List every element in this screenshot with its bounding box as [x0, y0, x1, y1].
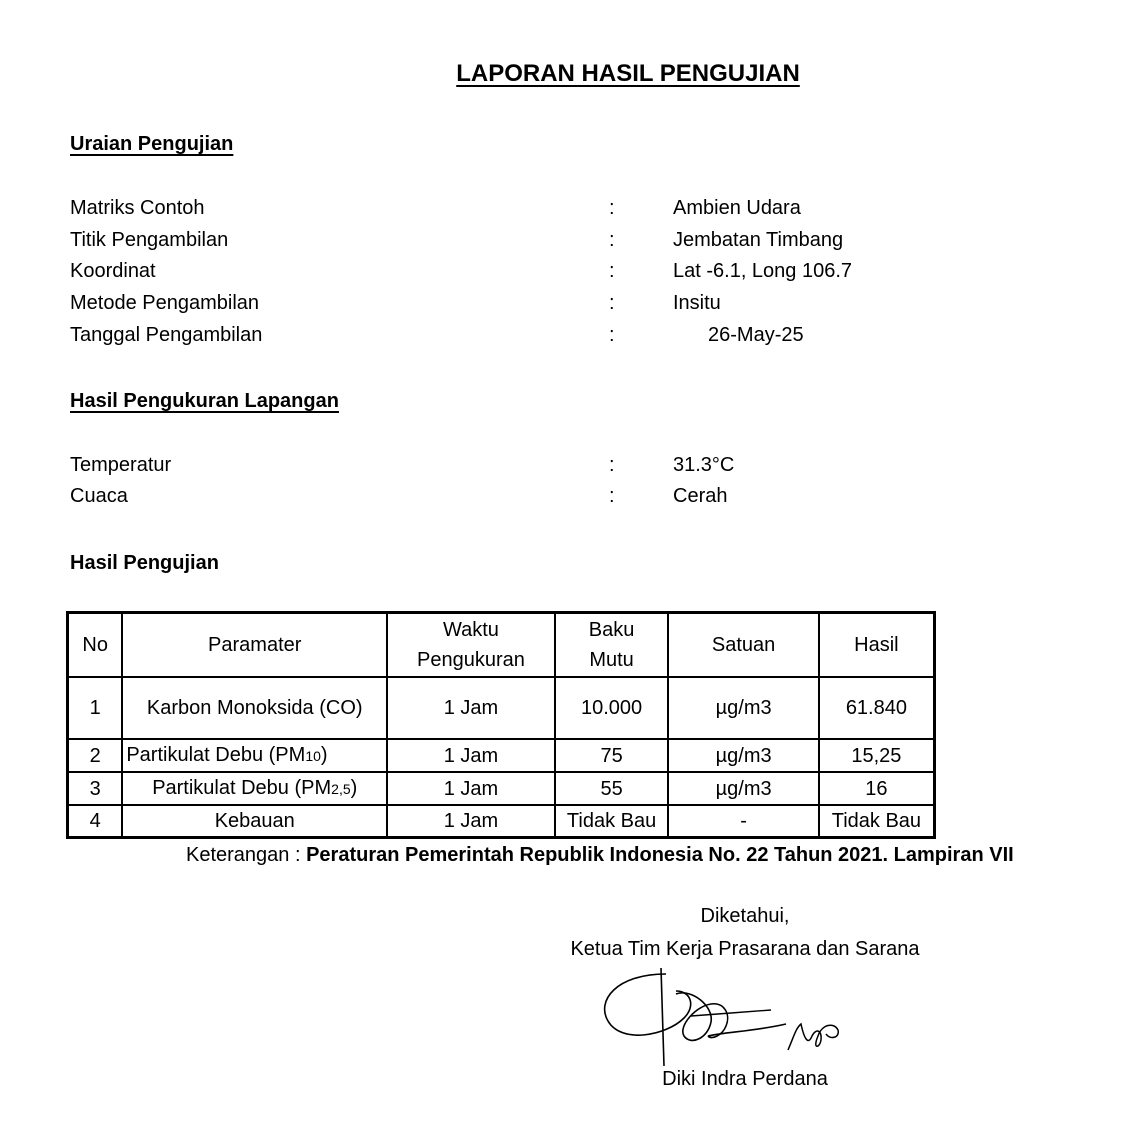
- column-header-no: No: [68, 613, 123, 678]
- field-colon: :: [609, 197, 615, 219]
- table-header-row: [68, 613, 935, 678]
- field-value-titik: Jembatan Timbang: [673, 229, 844, 251]
- cell-baku-mutu: 55: [555, 772, 669, 805]
- cell-baku-mutu: 10.000: [555, 677, 669, 739]
- cell-parameter-text: Partikulat Debu (PM: [126, 744, 306, 766]
- table-row: [68, 805, 935, 838]
- field-colon: :: [609, 324, 615, 346]
- field-value-koordinat: Lat -6.1, Long 106.7: [673, 260, 853, 282]
- field-colon: :: [609, 229, 615, 251]
- cell-waktu: 1 Jam: [387, 739, 555, 772]
- cell-no: 4: [68, 805, 123, 838]
- table-row: [68, 772, 935, 805]
- field-label-metode: Metode Pengambilan: [70, 292, 260, 314]
- column-header-waktu-line1: Waktu: [442, 619, 499, 641]
- cell-parameter: Kebauan: [122, 805, 387, 838]
- field-label-koordinat: Koordinat: [70, 260, 156, 282]
- field-value-matriks: Ambien Udara: [673, 197, 801, 219]
- cell-parameter: [122, 739, 387, 772]
- field-label-temperatur: Temperatur: [70, 454, 172, 476]
- field-colon: :: [609, 260, 615, 282]
- cell-parameter: [122, 772, 387, 805]
- signatory-name: Diki Indra Perdana: [662, 1068, 828, 1090]
- section-heading-uraian: Uraian Pengujian: [70, 133, 234, 155]
- cell-hasil: 61.840: [819, 677, 935, 739]
- column-header-waktu: [387, 613, 555, 678]
- cell-no: 3: [68, 772, 123, 805]
- cell-parameter-close: ): [320, 744, 328, 766]
- cell-waktu: 1 Jam: [387, 772, 555, 805]
- column-header-baku: [555, 613, 669, 678]
- table-row: [68, 739, 935, 772]
- approval-line-diketahui: Diketahui,: [700, 905, 790, 927]
- cell-waktu: 1 Jam: [387, 805, 555, 838]
- field-value-cuaca: Cerah: [673, 485, 728, 507]
- cell-hasil: 16: [819, 772, 935, 805]
- cell-parameter-subscript: 2,5: [331, 781, 351, 797]
- approval-line-title: Ketua Tim Kerja Prasarana dan Sarana: [570, 938, 920, 960]
- field-colon: :: [609, 292, 615, 314]
- field-label-titik: Titik Pengambilan: [70, 229, 229, 251]
- results-table: [66, 611, 936, 839]
- section-heading-lapangan: Hasil Pengukuran Lapangan: [70, 390, 339, 412]
- cell-no: 1: [68, 677, 123, 739]
- cell-satuan: µg/m3: [668, 739, 818, 772]
- cell-no: 2: [68, 739, 123, 772]
- keterangan-label: Keterangan :: [186, 844, 307, 866]
- field-label-tanggal: Tanggal Pengambilan: [70, 324, 263, 346]
- column-header-baku-line2: Mutu: [589, 649, 634, 671]
- cell-satuan: µg/m3: [668, 772, 818, 805]
- field-value-tanggal: 26-May-25: [708, 324, 804, 346]
- cell-waktu: 1 Jam: [387, 677, 555, 739]
- table-row: [68, 677, 935, 739]
- cell-parameter: Karbon Monoksida (CO): [122, 677, 387, 739]
- cell-baku-mutu: Tidak Bau: [555, 805, 669, 838]
- column-header-parameter: Paramater: [122, 613, 387, 678]
- field-label-matriks: Matriks Contoh: [70, 197, 205, 219]
- column-header-baku-line1: Baku: [588, 619, 635, 641]
- column-header-waktu-line2: Pengukuran: [417, 649, 525, 671]
- cell-satuan: -: [668, 805, 818, 838]
- section-heading-hasil: Hasil Pengujian: [70, 552, 219, 574]
- cell-parameter-close: ): [350, 777, 358, 799]
- column-header-satuan: Satuan: [668, 613, 818, 678]
- cell-parameter-subscript: 10: [305, 748, 321, 764]
- cell-baku-mutu: 75: [555, 739, 669, 772]
- cell-hasil: Tidak Bau: [819, 805, 935, 838]
- cell-hasil: 15,25: [819, 739, 935, 772]
- field-colon: :: [609, 485, 615, 507]
- keterangan-note: [186, 844, 1014, 867]
- column-header-hasil: Hasil: [819, 613, 935, 678]
- field-value-temperatur: 31.3°C: [673, 454, 735, 476]
- field-colon: :: [609, 454, 615, 476]
- cell-satuan: µg/m3: [668, 677, 818, 739]
- field-label-cuaca: Cuaca: [70, 485, 128, 507]
- keterangan-text: Peraturan Pemerintah Republik Indonesia No. 22 Tahun 2021. Lampiran VII: [306, 844, 1014, 866]
- field-value-metode: Insitu: [673, 292, 721, 314]
- signature-image: [596, 966, 846, 1066]
- cell-parameter-text: Partikulat Debu (PM: [152, 777, 332, 799]
- report-title: LAPORAN HASIL PENGUJIAN: [456, 60, 800, 87]
